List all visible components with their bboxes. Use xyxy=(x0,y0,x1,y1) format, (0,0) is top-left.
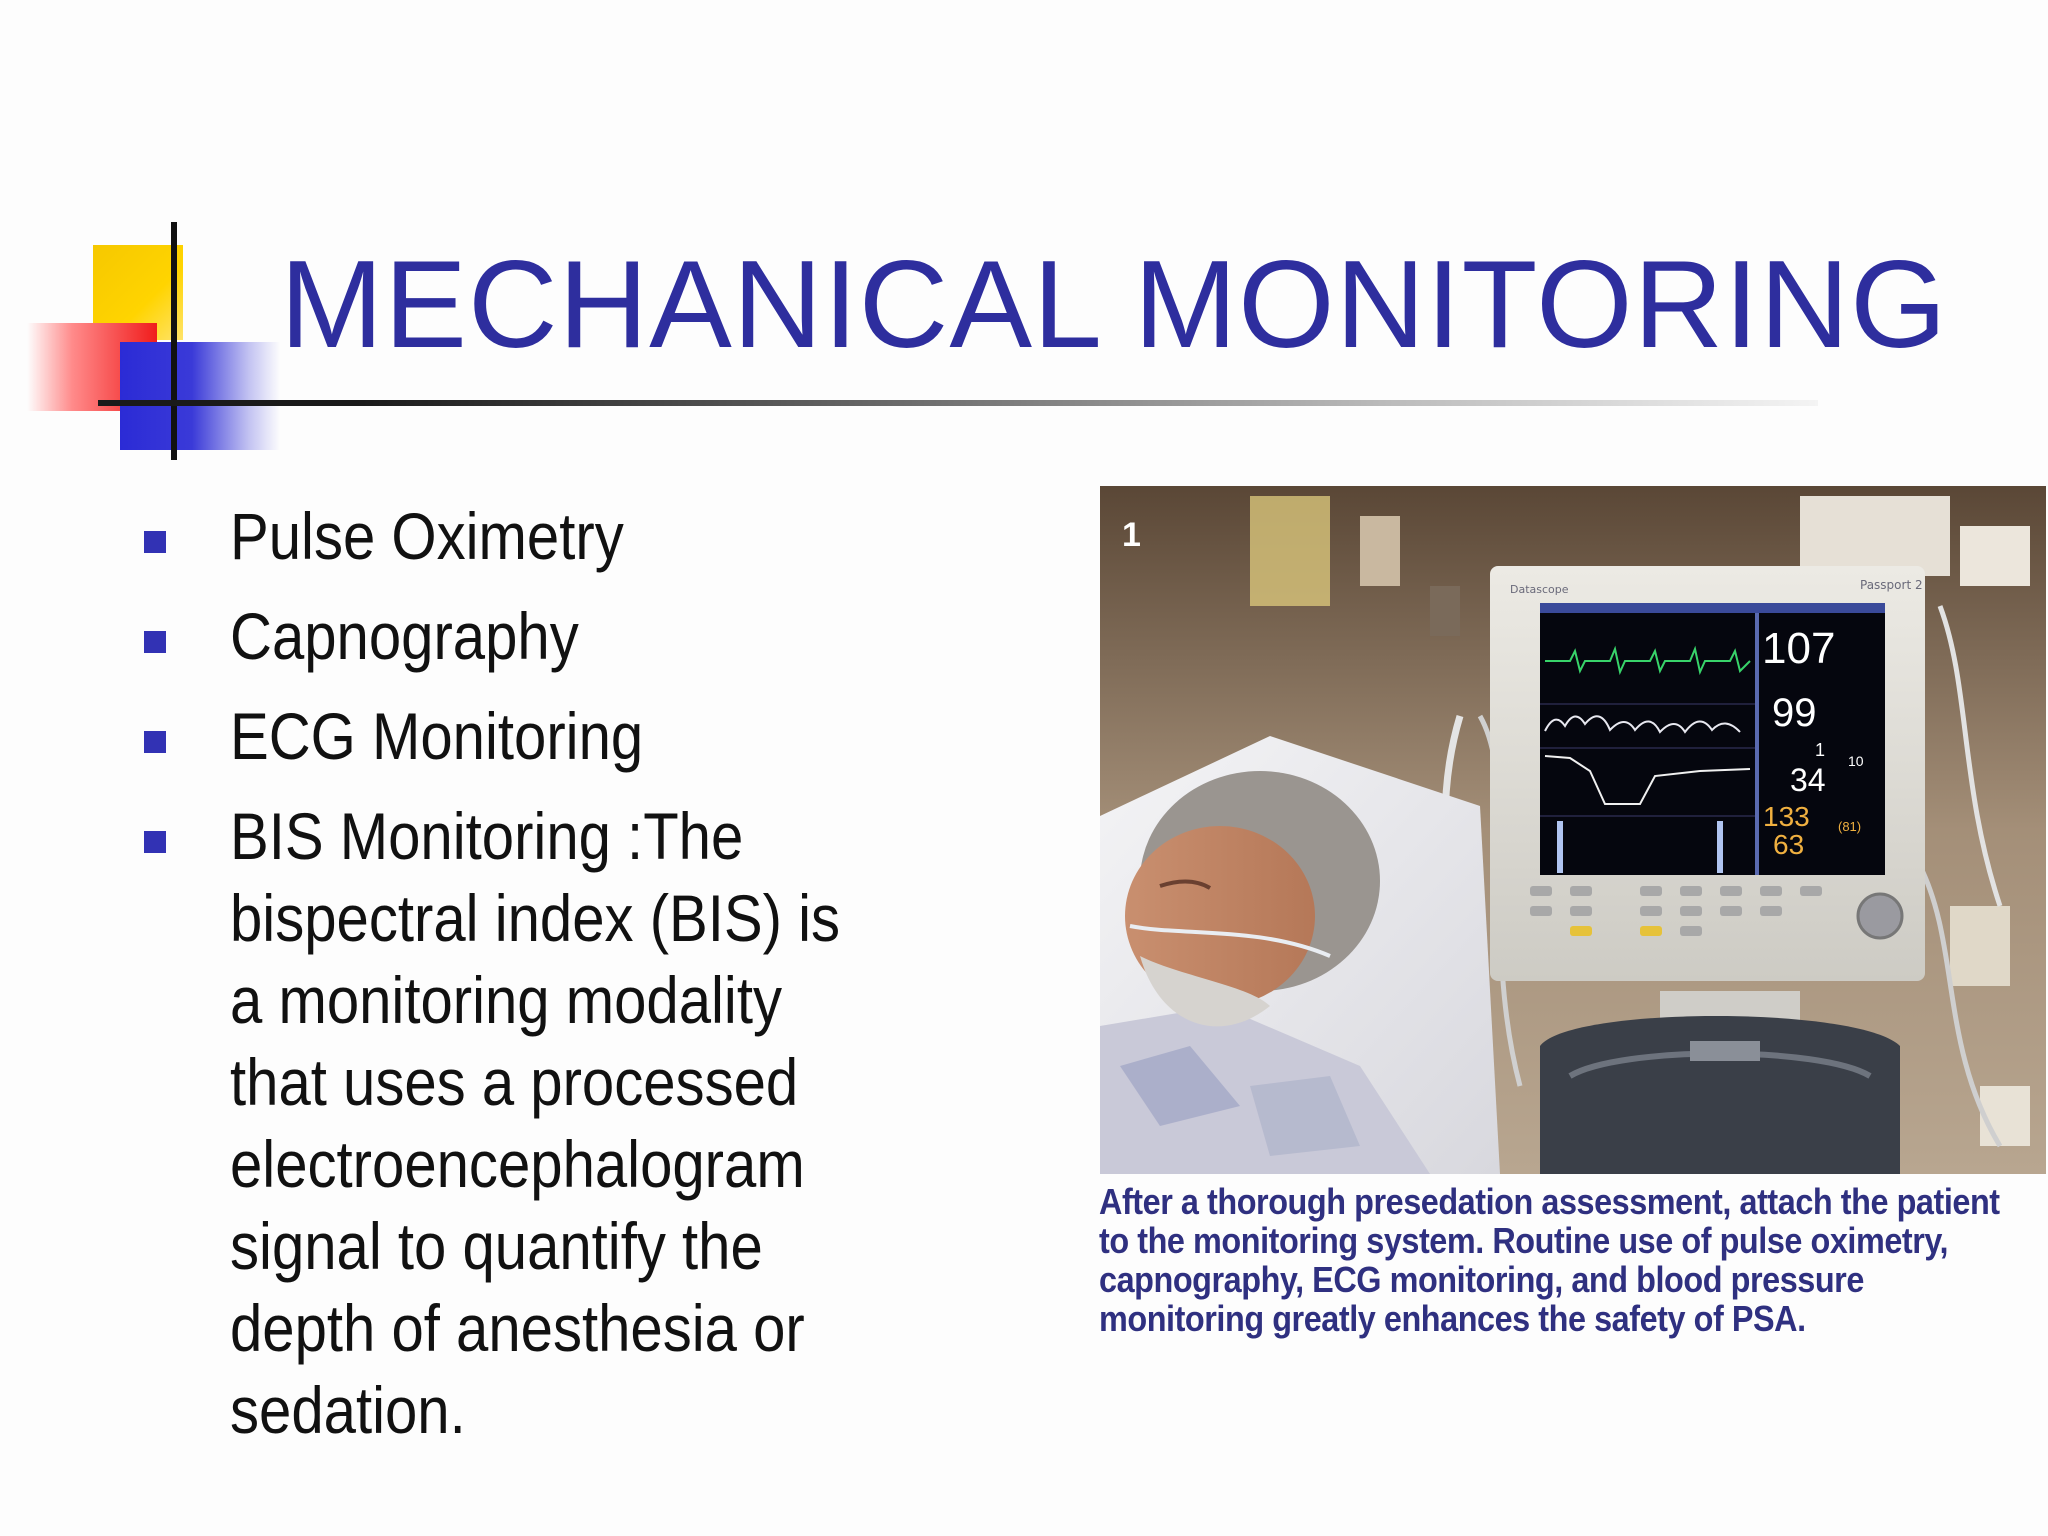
patient-monitor-photo xyxy=(1100,486,2046,1174)
figure-caption: After a thorough presedation assessment, attach the patient to the monitoring system. Routine use of pulse oximetry, capnography, ECG monitoring, and blood pressure monitoring greatly enhances the safety of PSA. xyxy=(1099,1181,2000,1339)
bp-diastolic-value: 63 xyxy=(1773,829,1805,860)
logo-vertical-line xyxy=(171,222,177,460)
slide-title: MECHANICAL MONITORING xyxy=(280,236,1948,374)
square-bullet-icon xyxy=(144,631,166,653)
title-underline xyxy=(98,400,1818,406)
resp-value: 1 xyxy=(1815,740,1826,760)
bullet-item xyxy=(140,695,970,777)
bullet-text: Capnography xyxy=(230,599,579,673)
bullet-item xyxy=(140,495,970,577)
bullet-text: ECG Monitoring xyxy=(230,699,644,773)
etco2-value: 34 xyxy=(1790,762,1826,798)
logo-blue-square xyxy=(120,342,280,450)
bp-systolic-value: 133 xyxy=(1763,801,1810,832)
bullet-list xyxy=(140,495,970,1469)
bp-mean-value: (81) xyxy=(1838,819,1862,834)
square-bullet-icon xyxy=(144,731,166,753)
monitor-brand: Datascope xyxy=(1510,583,1569,596)
figure-panel-number: 1 xyxy=(1122,516,1141,554)
bullet-item xyxy=(140,795,970,1451)
monitor-model: Passport 2 xyxy=(1860,578,1923,592)
heart-rate-value: 107 xyxy=(1762,624,1836,673)
spo2-value: 99 xyxy=(1772,691,1817,735)
bullet-text: BIS Monitoring :The bispectral index (BIS) is a monitoring modality that uses a processed electroencephalogram signal to quantify the depth of anesthesia or sedation. xyxy=(230,799,841,1447)
bullet-text: Pulse Oximetry xyxy=(230,499,624,573)
monitor-knob xyxy=(1858,894,1902,938)
square-bullet-icon xyxy=(144,531,166,553)
resp-rate-value: 10 xyxy=(1848,753,1864,769)
bullet-item xyxy=(140,595,970,677)
square-bullet-icon xyxy=(144,831,166,853)
